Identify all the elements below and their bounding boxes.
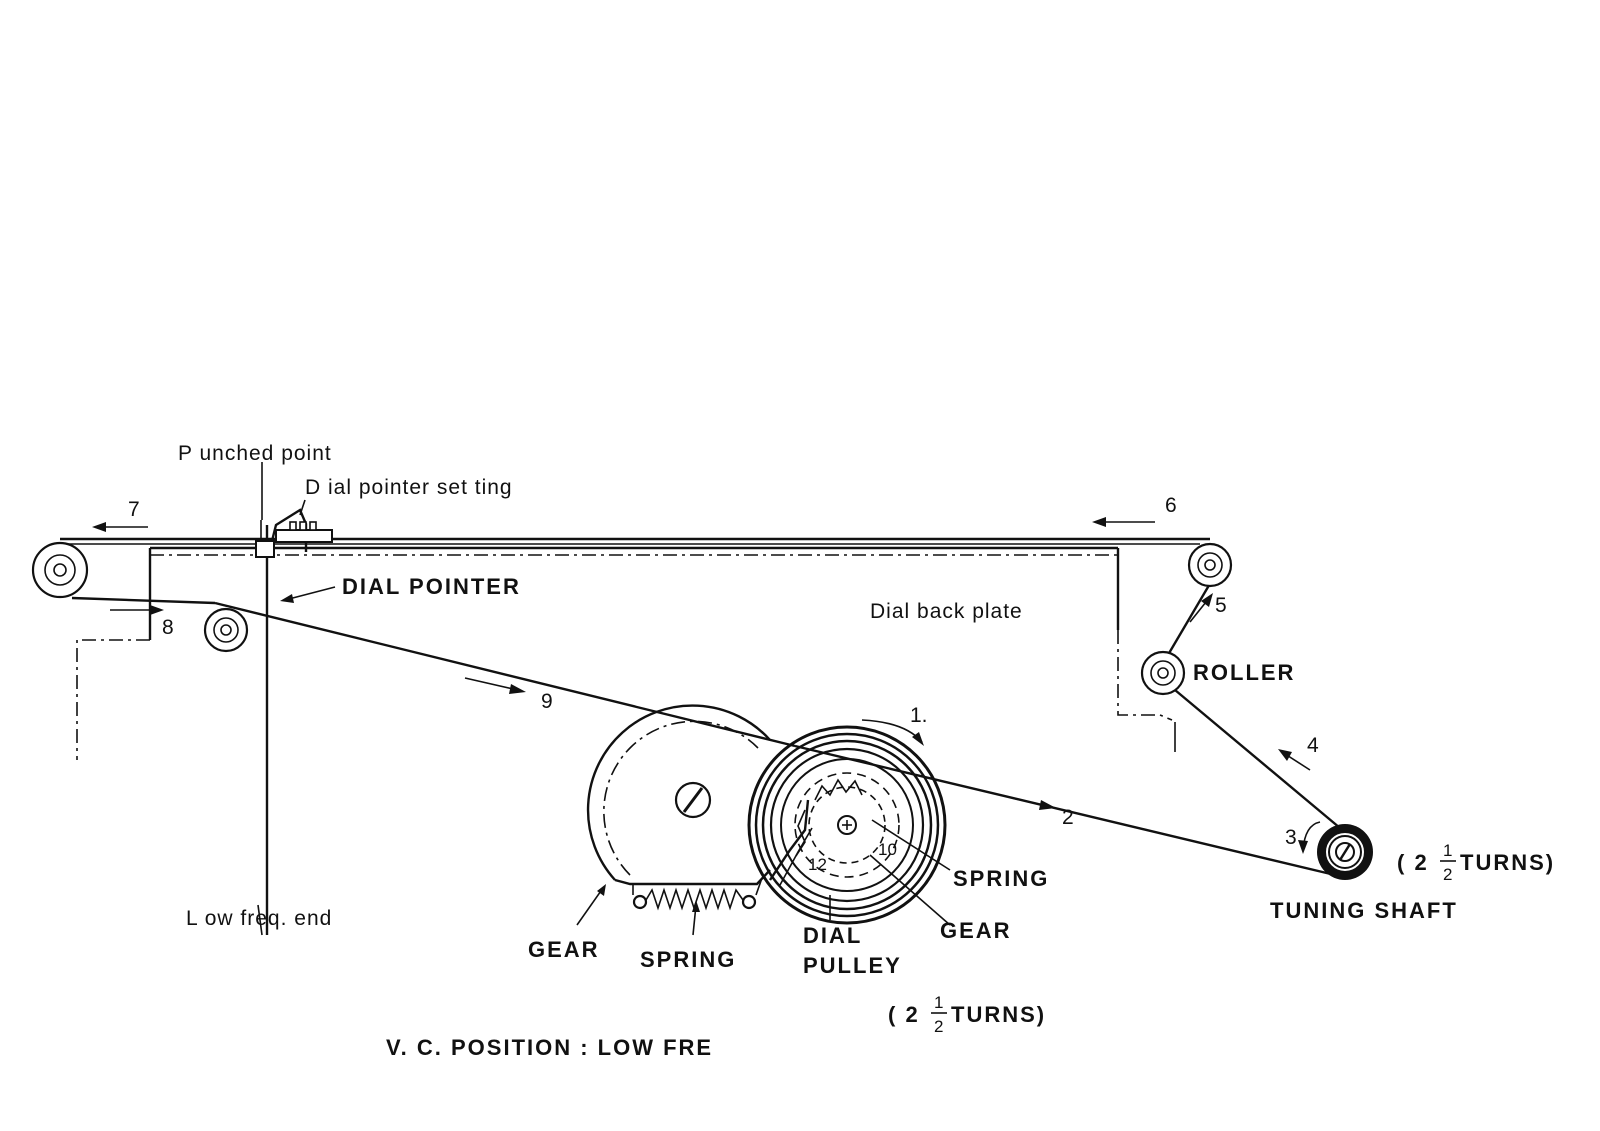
path-number-6: 6 bbox=[1165, 494, 1177, 517]
turns-pulley-prefix: ( 2 bbox=[888, 1002, 920, 1027]
dial-pointer-label: DIAL POINTER bbox=[342, 574, 521, 599]
turns-tuning-shaft bbox=[1397, 841, 1555, 884]
tuning-shaft bbox=[1317, 824, 1373, 880]
path-number-7: 7 bbox=[128, 498, 140, 521]
dial-pulley-label-line1: DIAL bbox=[803, 923, 863, 948]
path-number-5: 5 bbox=[1215, 594, 1227, 617]
vc-position-label: V. C. POSITION : LOW FRE bbox=[386, 1035, 714, 1060]
path-number-9: 9 bbox=[541, 690, 553, 713]
dial-pointer-setting-clip bbox=[272, 510, 332, 552]
pulley-mark-12: 12 bbox=[808, 855, 827, 874]
dial-back-plate-label: Dial back plate bbox=[870, 600, 1023, 623]
turns-shaft-fraction-num: 1 bbox=[1443, 841, 1453, 860]
dial-pointer-setting-label: D ial pointer set ting bbox=[305, 476, 513, 499]
left-idler-pulley bbox=[205, 609, 247, 651]
labels bbox=[128, 442, 1555, 1060]
spring-right-label: SPRING bbox=[953, 866, 1050, 891]
path-number-2: 2 bbox=[1062, 806, 1074, 829]
turns-dial-pulley bbox=[888, 993, 1046, 1036]
path-number-3: 3 bbox=[1285, 826, 1297, 849]
turns-pulley-fraction-den: 2 bbox=[934, 1017, 944, 1036]
turns-shaft-prefix: ( 2 bbox=[1397, 850, 1429, 875]
punched-point-label: P unched point bbox=[178, 442, 332, 465]
low-freq-end-label: L ow freq. end bbox=[186, 907, 333, 930]
turns-pulley-suffix: TURNS) bbox=[951, 1002, 1047, 1027]
dial-pulley bbox=[749, 727, 945, 923]
turns-shaft-suffix: TURNS) bbox=[1460, 850, 1556, 875]
path-number-4: 4 bbox=[1307, 734, 1319, 757]
spring-bottom-label: SPRING bbox=[640, 947, 737, 972]
dial-pointer bbox=[256, 520, 274, 935]
path-number-8: 8 bbox=[162, 616, 174, 639]
top-right-pulley bbox=[1189, 544, 1231, 586]
path-number-1: 1. bbox=[910, 704, 928, 727]
left-end-pulley bbox=[33, 543, 87, 597]
gear-right-label: GEAR bbox=[940, 918, 1012, 943]
gear-left-label: GEAR bbox=[528, 937, 600, 962]
turns-shaft-fraction-den: 2 bbox=[1443, 865, 1453, 884]
roller bbox=[1142, 652, 1184, 694]
tuning-shaft-label: TUNING SHAFT bbox=[1270, 898, 1458, 923]
tension-spring bbox=[633, 878, 762, 908]
dial-pulley-label-line2: PULLEY bbox=[803, 953, 902, 978]
roller-label: ROLLER bbox=[1193, 660, 1296, 685]
turns-pulley-fraction-num: 1 bbox=[934, 993, 944, 1012]
pulley-mark-10: 10 bbox=[878, 840, 897, 859]
